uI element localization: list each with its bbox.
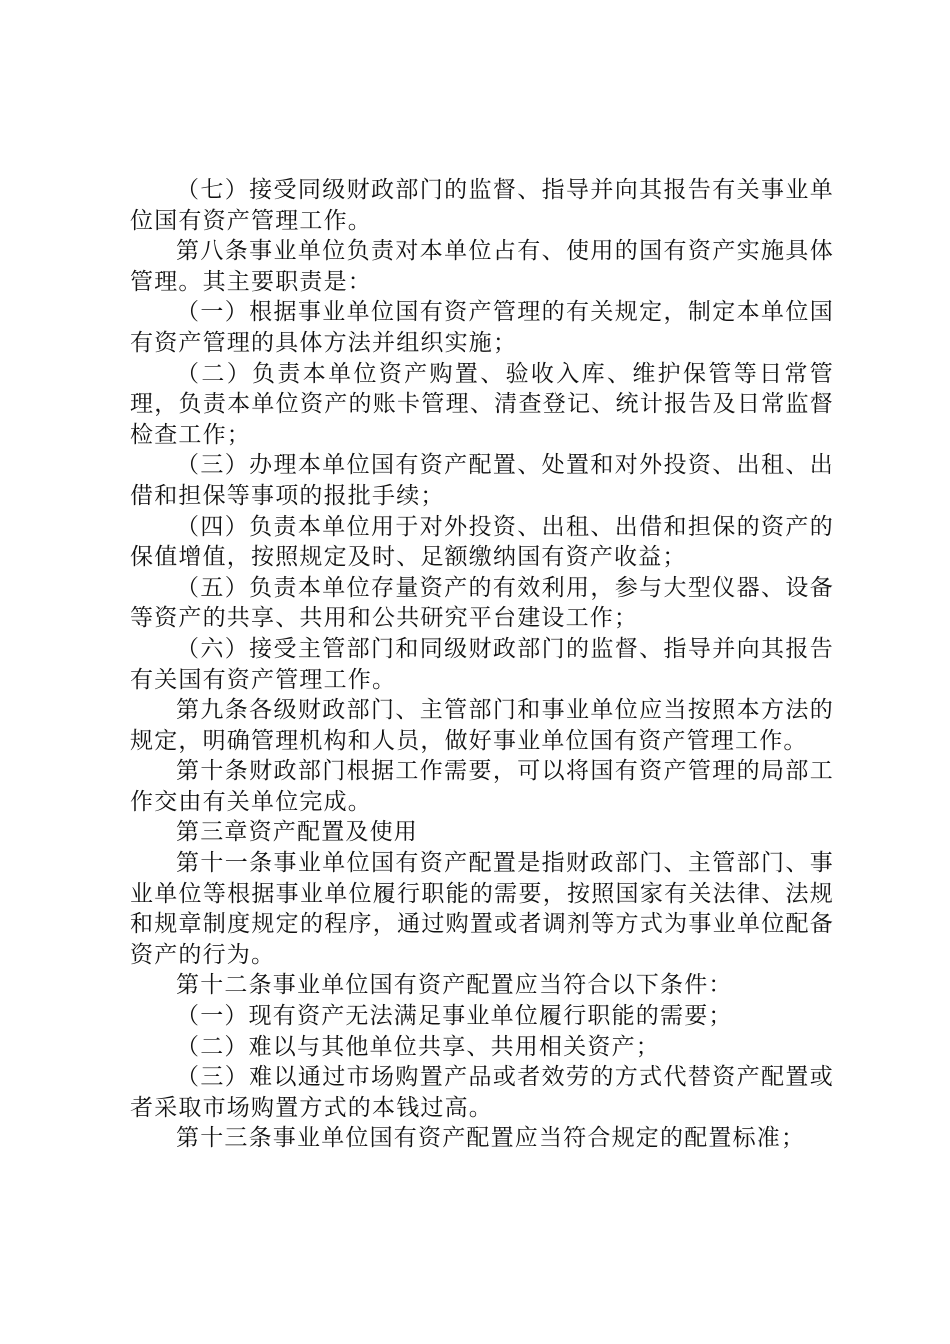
article-8-heading: 第八条事业单位负责对本单位占有、使用的国有资产实施具体管理。其主要职责是： (130, 238, 834, 295)
article-8-item-1: （一）根据事业单位国有资产管理的有关规定，制定本单位国有资产管理的具体方法并组织实施； (130, 299, 834, 356)
article-10: 第十条财政部门根据工作需要，可以将国有资产管理的局部工作交由有关单位完成。 (130, 758, 834, 815)
article-8-item-6: （六）接受主管部门和同级财政部门的监督、指导并向其报告有关国有资产管理工作。 (130, 635, 834, 693)
article-9: 第九条各级财政部门、主管部门和事业单位应当按照本方法的规定，明确管理机构和人员，做好事业单位国有资产管理工作。 (130, 697, 834, 754)
article-8-item-4: （四）负责本单位用于对外投资、出租、出借和担保的资产的保值增值，按照规定及时、足额缴纳国有资产收益； (130, 513, 834, 571)
article-12-heading: 第十二条事业单位国有资产配置应当符合以下条件： (176, 972, 733, 999)
document-body (130, 175, 834, 1154)
article-8-item-2: （二）负责本单位资产购置、验收入库、维护保管等日常管理，负责本单位资产的账卡管理、清查登记、统计报告及日常监督检查工作； (130, 360, 834, 448)
paragraph-item-7-report: （七）接受同级财政部门的监督、指导并向其报告有关事业单位国有资产管理工作。 (130, 177, 834, 234)
article-12-item-1: （一）现有资产无法满足事业单位履行职能的需要； (176, 1003, 733, 1030)
article-8-item-3: （三）办理本单位国有资产配置、处置和对外投资、出租、出借和担保等事项的报批手续； (130, 452, 834, 509)
article-8-item-5: （五）负责本单位存量资产的有效利用，参与大型仪器、设备等资产的共享、共用和公共研究平台建设工作； (130, 574, 834, 632)
article-12-item-3: （三）难以通过市场购置产品或者效劳的方式代替资产配置或者采取市场购置方式的本钱过高。 (130, 1064, 834, 1121)
article-11: 第十一条事业单位国有资产配置是指财政部门、主管部门、事业单位等根据事业单位履行职能的需要，按照国家有关法律、法规和规章制度规定的程序，通过购置或者调剂等方式为事业单位配备资产的行为。 (130, 850, 834, 968)
article-12-item-2: （二）难以与其他单位共享、共用相关资产； (176, 1033, 660, 1060)
article-13: 第十三条事业单位国有资产配置应当符合规定的配置标准； (176, 1125, 806, 1152)
chapter-3-title: 第三章资产配置及使用 (176, 819, 418, 846)
